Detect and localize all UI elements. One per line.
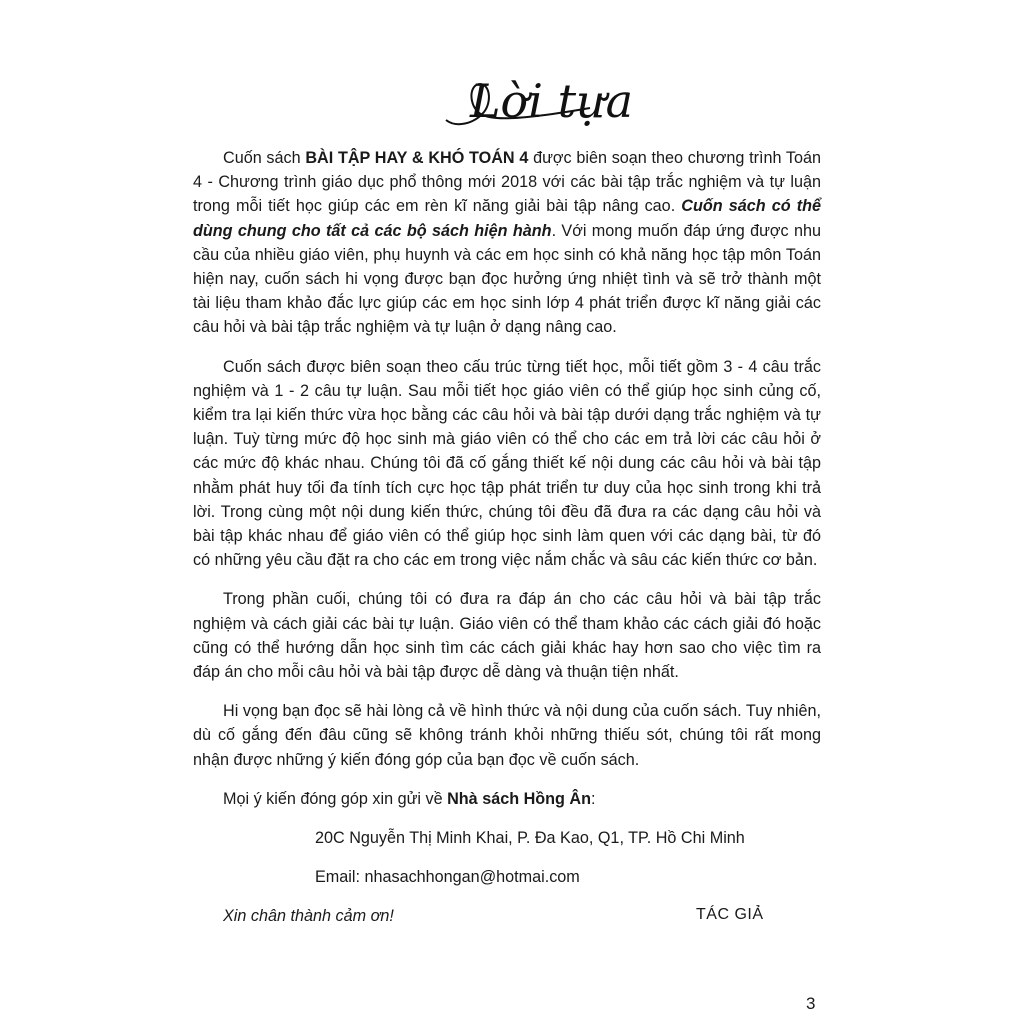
author-signature: TÁC GIẢ bbox=[696, 906, 764, 923]
paragraph-2: Cuốn sách được biên soạn theo cấu trúc từng tiết học, mỗi tiết gồm 3 - 4 câu trắc nghiệm và 1 - 2 câu tự luận. Sau mỗi tiết học giáo viên có thể giúp học sinh củng cố, kiểm tra lại kiến thức vừa học bằng các câu hỏi và bài tập dưới dạng trắc nghiệm và tự luận. Tuỳ từng mức độ học sinh mà giáo viên có thể cho các em trả lời các câu hỏi ở các mức độ khác nhau. Chúng tôi đã cố gắng thiết kế nội dung các câu hỏi và bài tập nhằm phát huy tối đa tính tích cực học tập phát triển tư duy của học sinh trong khi trả lời. Trong cùng một nội dung kiến thức, chúng tôi đều đã đưa ra các dạng câu hỏi và bài tập khác nhau để giáo viên có thể giúp học sinh làm quen với các dạng bài, từ đó có những yêu cầu đặt ra cho các em trong việc nắm chắc và sâu các kiến thức cơ bản. bbox=[193, 357, 821, 570]
page-title-text: Lời tựa bbox=[470, 74, 634, 128]
publisher-name: Nhà sách Hồng Ân bbox=[447, 789, 592, 808]
page-title bbox=[440, 62, 634, 132]
contact-address: 20C Nguyễn Thị Minh Khai, P. Đa Kao, Q1, TP. Hồ Chi Minh bbox=[315, 829, 745, 848]
contact-email: Email: nhasachhongan@hotmai.com bbox=[315, 868, 580, 887]
paragraph-4: Hi vọng bạn đọc sẽ hài lòng cả về hình thức và nội dung của cuốn sách. Tuy nhiên, dù cố gắng đến đâu cũng sẽ không tránh khỏi những thiếu sót, chúng tôi rất mong nhận được những ý kiến đóng góp của bạn đọc về cuốn sách. bbox=[193, 702, 821, 769]
page-number: 3 bbox=[806, 994, 816, 1013]
book-title: BÀI TẬP HAY & KHÓ TOÁN 4 bbox=[305, 149, 529, 167]
closing-thanks: Xin chân thành cảm ơn! bbox=[223, 907, 394, 926]
preface-body bbox=[193, 146, 821, 944]
usage-emphasis: Cuốn sách có thể dùng chung cho tất cả các bộ sách hiện hành bbox=[193, 197, 822, 240]
paragraph-1: Cuốn sách BÀI TẬP HAY & KHÓ TOÁN 4 được biên soạn theo chương trình Toán 4 - Chương trình giáo dục phổ thông mới 2018 với các bài tập trắc nghiệm và tự luận trong mỗi tiết học giúp các em rèn kĩ năng giải bài tập nâng cao. Cuốn sách có thể dùng chung cho tất cả các bộ sách hiện hành. Với mong muốn đáp ứng được nhu cầu của nhiều giáo viên, phụ huynh và các em học sinh có khả năng học tập môn Toán hiện nay, cuốn sách hi vọng được bạn đọc hưởng ứng nhiệt tình và sẽ trở thành một tài liệu tham khảo đắc lực giúp các em học sinh lớp 4 phát triển được kĩ năng giải các câu hỏi và bài tập trắc nghiệm và tự luận ở dạng nâng cao. bbox=[193, 149, 822, 337]
paragraph-3: Trong phần cuối, chúng tôi có đưa ra đáp án cho các câu hỏi và bài tập trắc nghiệm và cách giải các bài tự luận. Giáo viên có thể tham khảo các cách giải đó hoặc cũng có thể hướng dẫn học sinh tìm các cách giải khác hay hơn sao cho việc tìm ra đáp án cho mỗi câu hỏi và bài tập được dễ dàng và thuận tiện nhất. bbox=[193, 590, 821, 682]
contact-intro: Mọi ý kiến đóng góp xin gửi về Nhà sách Hồng Ân: bbox=[223, 789, 596, 808]
